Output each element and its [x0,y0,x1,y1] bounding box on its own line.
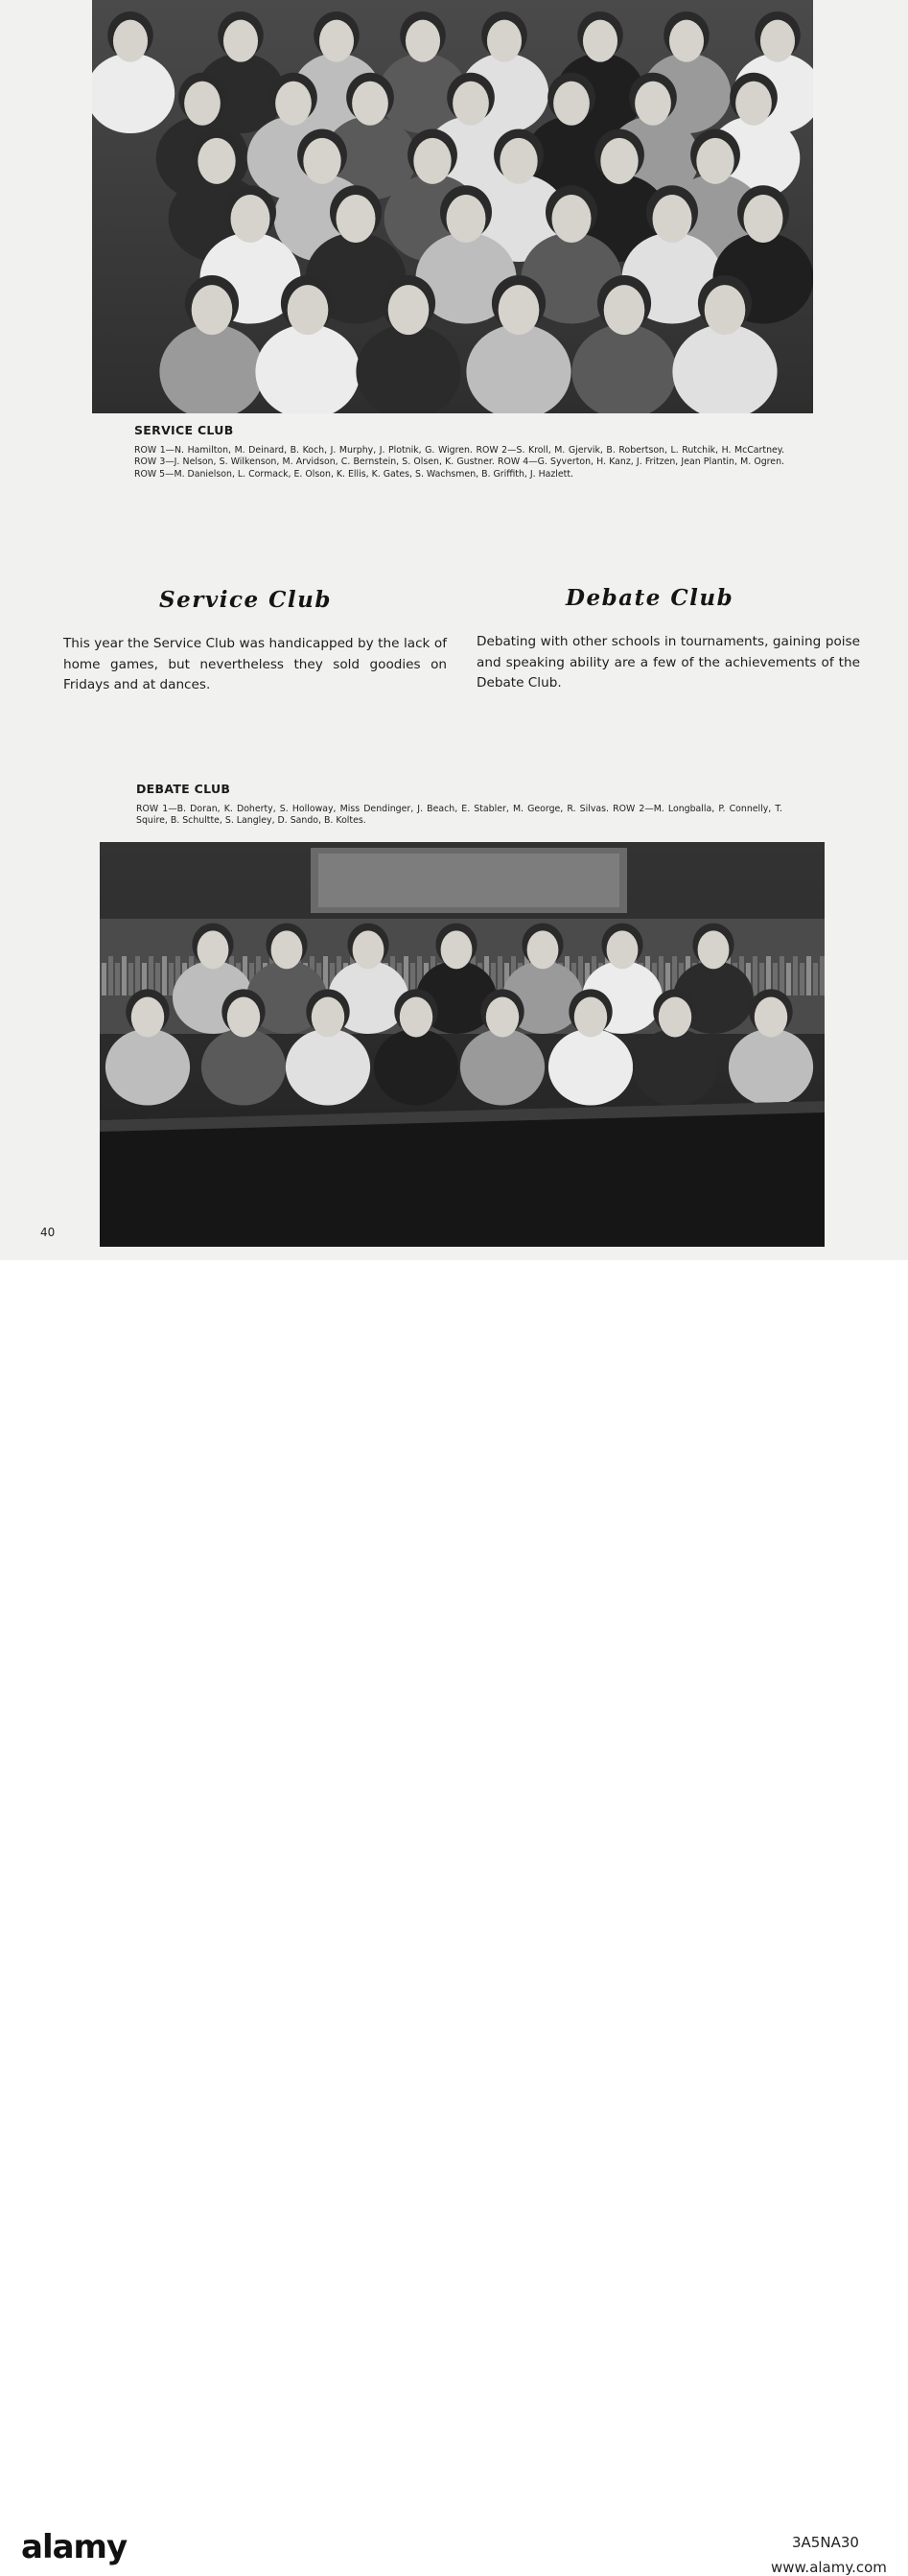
debate-club-photo [100,842,825,1247]
watermark-url: www.alamy.com [771,2559,887,2576]
book [162,956,167,995]
book [820,956,825,995]
debate-club-text: Debating with other schools in tournaments, gaining poise and speaking ability are a few of the achievements of the Debate Club. [477,634,860,691]
book [813,963,818,995]
book [122,956,127,995]
service-caption-names: ROW 1—N. Hamilton, M. Deinard, B. Koch, J. Murphy, J. Plotnik, G. Wigren. ROW 2—S. Kroll, M. Gjervik, B. Robertson, L. Rutchik, H. McCartney. ROW 3—J. Nelson, S. Wilkenson, M. Arvidson, C. Bernstein, S. Olsen, K. Gustner. ROW 4—G. Syverton, H. Kanz, J. Fritzen, Jean Plantin, M. Ogren. ROW 5—M. Danielson, L. Cormack, E. Olson, K. Ellis, K. Gates, S. Wachsmen, B. Griffith, J. Hazlett. [134,445,784,480]
service-club-heading: Service Club [159,587,332,613]
watermark-footer [0,1260,908,2576]
book [793,956,798,995]
book [780,956,784,995]
page-number: 40 [40,1226,56,1239]
service-club-text: This year the Service Club was handicapped by the lack of home games, but nevertheless they sold goodies on Fridays and at dances. [63,636,447,692]
debate-club-heading: Debate Club [566,585,734,611]
yearbook-page [0,0,908,1260]
alamy-logo: alamy [21,2528,128,2566]
image-id: 3A5NA30 [792,2534,859,2551]
book [115,963,120,995]
service-caption-title: SERVICE CLUB [134,423,234,437]
book [806,956,811,995]
book [753,956,757,995]
book [155,963,160,995]
debate-caption-title: DEBATE CLUB [136,782,231,796]
service-club-photo [92,0,813,413]
book [169,963,174,995]
book [128,963,133,995]
debate-caption-names: ROW 1—B. Doran, K. Doherty, S. Holloway, Miss Dendinger, J. Beach, E. Stabler, M. George, R. Silvas. ROW 2—M. Longballa, P. Connelly, T. Squire, B. Schultte, S. Langley, D. Sando, B. Koltes. [136,804,782,827]
book [108,956,113,995]
book [786,963,791,995]
book [102,963,106,995]
book [135,956,140,995]
book [800,963,804,995]
